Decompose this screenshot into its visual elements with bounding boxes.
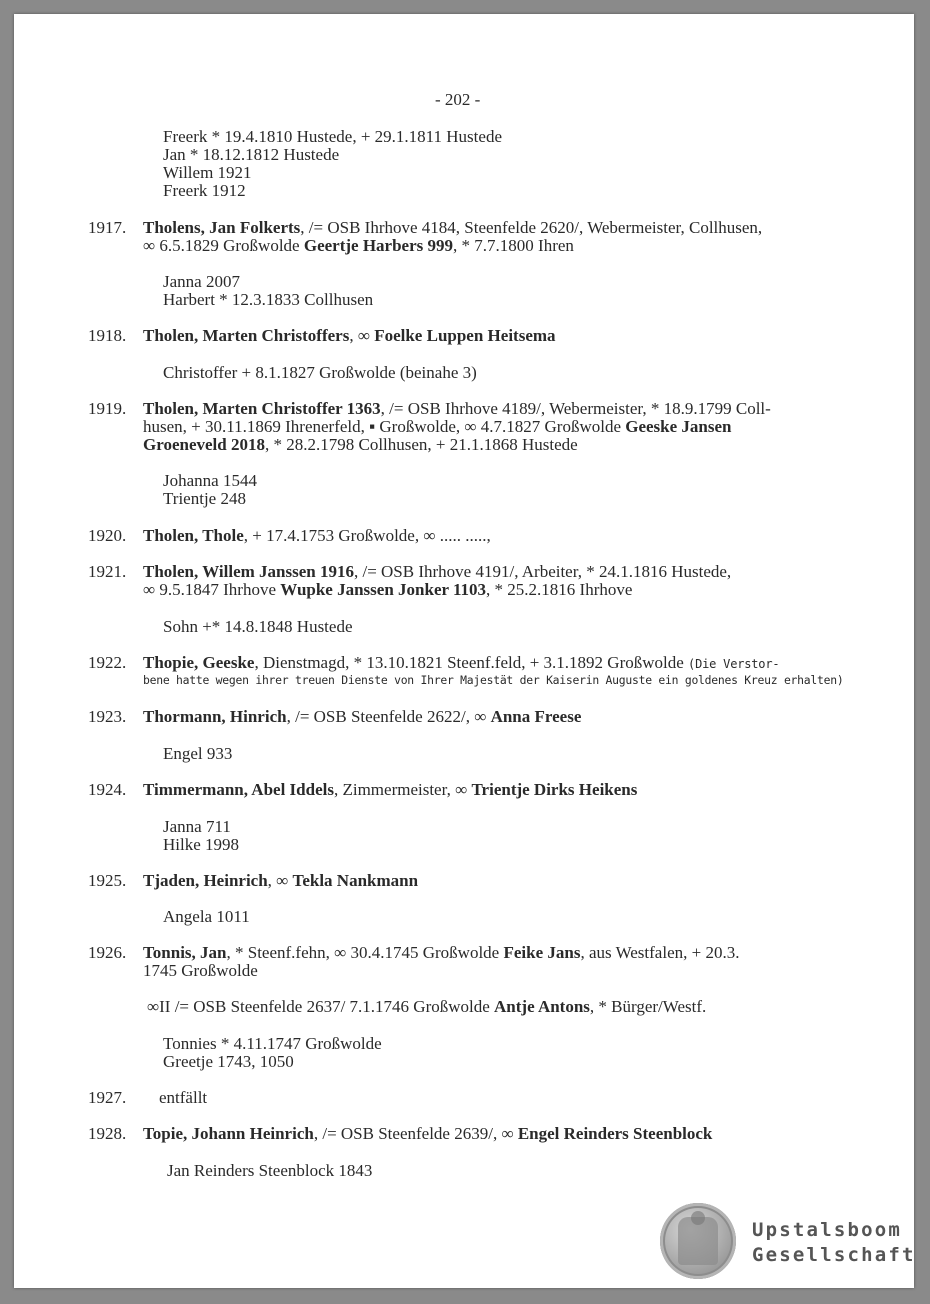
spouse-name: Tekla Nankmann bbox=[292, 871, 419, 890]
entry-text: ∞ 9.5.1847 Ihrhove bbox=[143, 580, 281, 599]
entry-text: , * Steenf.fehn, ∞ 30.4.1745 Großwolde bbox=[226, 943, 504, 962]
entry-line bbox=[143, 780, 637, 799]
entry-text: , aus Westfalen, + 20.3. bbox=[580, 943, 740, 962]
list-item: Freerk 1912 bbox=[163, 181, 246, 200]
spouse-name: Geertje Harbers 999 bbox=[303, 236, 454, 255]
entry-text: , ∞ bbox=[349, 326, 375, 345]
entry-name: Tholen, Thole bbox=[143, 526, 244, 545]
entry-text: ∞ 6.5.1829 Großwolde bbox=[143, 236, 304, 255]
spouse-name: Engel Reinders Steenblock bbox=[517, 1124, 713, 1143]
entry-text: , /= OSB Steenfelde 2639/, ∞ bbox=[313, 1124, 518, 1143]
entry-line: entfällt bbox=[159, 1088, 208, 1107]
entry-name: Thopie, Geeske bbox=[143, 653, 255, 672]
entry-number: 1927. bbox=[88, 1088, 127, 1107]
entry-number: 1922. bbox=[88, 653, 127, 672]
list-item: Tonnies * 4.11.1747 Großwolde bbox=[163, 1034, 382, 1053]
entry-text: , * Bürger/Westf. bbox=[589, 997, 707, 1016]
entry-name: Tholen, Willem Janssen 1916 bbox=[143, 562, 354, 581]
list-item: Sohn +* 14.8.1848 Hustede bbox=[163, 617, 353, 636]
entry-text: , * 25.2.1816 Ihrhove bbox=[486, 580, 633, 599]
entry-text: , /= OSB Ihrhove 4191/, Arbeiter, * 24.1.1816 Hustede, bbox=[353, 562, 732, 581]
document-page bbox=[14, 14, 914, 1288]
entry-text: , Zimmermeister, ∞ bbox=[333, 780, 472, 799]
entry-text: , ∞ bbox=[267, 871, 293, 890]
logo-line-2: Gesellschaft bbox=[752, 1244, 916, 1266]
entry-text: , + 17.4.1753 Großwolde, ∞ ..... ....., bbox=[243, 526, 491, 545]
entry-name: Tholens, Jan Folkerts bbox=[143, 218, 301, 237]
spouse-name: Wupke Janssen Jonker 1103 bbox=[280, 580, 487, 599]
entry-text: ∞II /= OSB Steenfelde 2637/ 7.1.1746 Großwolde bbox=[147, 997, 495, 1016]
entry-number: 1923. bbox=[88, 707, 127, 726]
entry-text: , * 7.7.1800 Ihren bbox=[453, 236, 574, 255]
entry-number: 1920. bbox=[88, 526, 127, 545]
entry-line bbox=[143, 580, 632, 599]
spouse-name: Trientje Dirks Heikens bbox=[471, 780, 638, 799]
society-seal-icon bbox=[660, 1203, 736, 1279]
entry-text: , Dienstmagd, * 13.10.1821 Steenf.feld, + 3.1.1892 Großwolde bbox=[254, 653, 689, 672]
entry-name: Tholen, Marten Christoffers bbox=[143, 326, 350, 345]
list-item: Freerk * 19.4.1810 Hustede, + 29.1.1811 Hustede bbox=[163, 127, 502, 146]
entry-line bbox=[143, 236, 574, 255]
entry-line bbox=[143, 526, 491, 545]
list-item: Jan Reinders Steenblock 1843 bbox=[167, 1161, 373, 1180]
entry-text: , /= OSB Ihrhove 4184, Steenfelde 2620/, Webermeister, Collhusen, bbox=[300, 218, 763, 237]
list-item: Janna 2007 bbox=[163, 272, 240, 291]
entry-number: 1919. bbox=[88, 399, 127, 418]
entry-line bbox=[143, 1124, 712, 1143]
entry-number: 1918. bbox=[88, 326, 127, 345]
list-item: Angela 1011 bbox=[163, 907, 250, 926]
entry-line bbox=[143, 707, 581, 726]
entry-name: Tonnis, Jan bbox=[143, 943, 227, 962]
entry-line bbox=[143, 399, 771, 418]
list-item: Johanna 1544 bbox=[163, 471, 257, 490]
page-number: - 202 - bbox=[435, 90, 481, 109]
spouse-name: Foelke Luppen Heitsema bbox=[374, 326, 556, 345]
list-item: Trientje 248 bbox=[163, 489, 246, 508]
list-item: Hilke 1998 bbox=[163, 835, 240, 854]
entry-line bbox=[143, 871, 418, 890]
spouse-name: Geeske Jansen bbox=[625, 417, 732, 436]
entry-line bbox=[143, 943, 739, 962]
entry-number: 1928. bbox=[88, 1124, 127, 1143]
list-item: Janna 711 bbox=[163, 817, 231, 836]
list-item: Engel 933 bbox=[163, 744, 233, 763]
list-item: Christoffer + 8.1.1827 Großwolde (beinahe 3) bbox=[163, 363, 477, 382]
entry-line bbox=[143, 218, 762, 237]
logo-line-1: Upstalsboom bbox=[752, 1219, 903, 1241]
entry-name: Tjaden, Heinrich bbox=[143, 871, 268, 890]
entry-line bbox=[143, 562, 731, 581]
entry-note: (Die Verstor- bbox=[688, 657, 780, 671]
entry-number: 1924. bbox=[88, 780, 127, 799]
entry-number: 1926. bbox=[88, 943, 127, 962]
entry-line: 1745 Großwolde bbox=[143, 961, 258, 980]
entry-text: , /= OSB Ihrhove 4189/, Webermeister, * 18.9.1799 Coll- bbox=[380, 399, 771, 418]
spouse-name: Anna Freese bbox=[490, 707, 582, 726]
entry-text: , * 28.2.1798 Collhusen, + 21.1.1868 Hustede bbox=[264, 435, 578, 454]
entry-name: Tholen, Marten Christoffer 1363 bbox=[143, 399, 381, 418]
entry-number: 1917. bbox=[88, 218, 127, 237]
list-item: Willem 1921 bbox=[163, 163, 252, 182]
entry-name: Topie, Johann Heinrich bbox=[143, 1124, 314, 1143]
entry-name: Timmermann, Abel Iddels bbox=[143, 780, 334, 799]
entry-text: , /= OSB Steenfelde 2622/, ∞ bbox=[286, 707, 491, 726]
entry-name: Thormann, Hinrich bbox=[143, 707, 287, 726]
entry-line bbox=[143, 435, 578, 454]
entry-line bbox=[143, 326, 556, 345]
entry-number: 1921. bbox=[88, 562, 127, 581]
entry-line bbox=[143, 417, 731, 436]
list-item: Jan * 18.12.1812 Hustede bbox=[163, 145, 340, 164]
spouse-name: Groeneveld 2018 bbox=[143, 435, 265, 454]
list-item: Harbert * 12.3.1833 Collhusen bbox=[163, 290, 374, 309]
entry-line bbox=[147, 997, 706, 1016]
spouse-name: Feike Jans bbox=[503, 943, 581, 962]
entry-note: bene hatte wegen ihrer treuen Dienste von Ihrer Majestät der Kaiserin Auguste ein goldenes Kreuz erhalten) bbox=[143, 673, 844, 687]
entry-number: 1925. bbox=[88, 871, 127, 890]
entry-text: husen, + 30.11.1869 Ihrenerfeld, ▪ Großwolde, ∞ 4.7.1827 Großwolde bbox=[143, 417, 626, 436]
spouse-name: Antje Antons bbox=[494, 997, 590, 1016]
list-item: Greetje 1743, 1050 bbox=[163, 1052, 294, 1071]
